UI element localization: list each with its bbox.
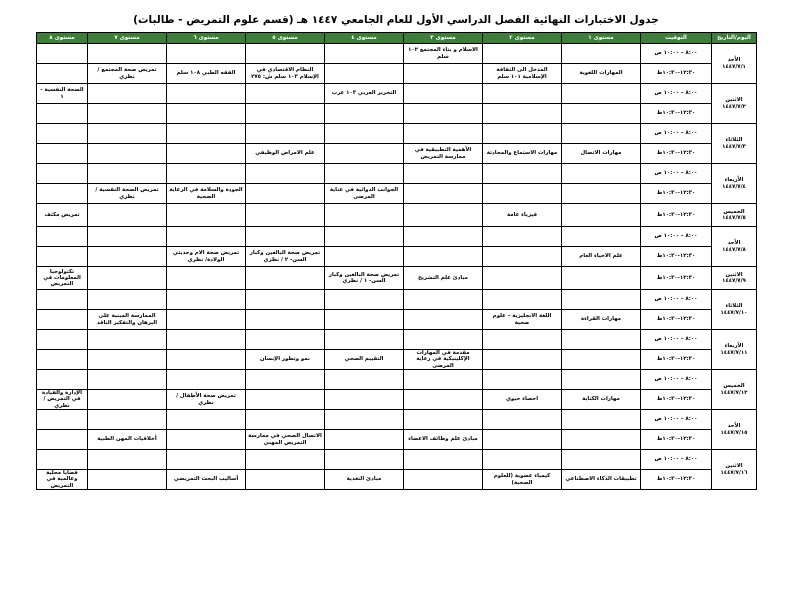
exam-cell-level-6 — [167, 267, 246, 290]
day-date-cell — [712, 410, 757, 450]
day-date-cell — [712, 267, 757, 290]
time-slot-cell: ١٢:٣٠-١٠:٣٠ظ — [641, 247, 712, 267]
exam-cell-level-3: مقدمة في المهارات الإكلينيكية في رعاية المرضى — [404, 350, 483, 370]
exam-cell-level-7 — [88, 204, 167, 227]
exam-cell-level-4: الجوانب الدوائية في عناية المرضى — [325, 184, 404, 204]
exam-cell-level-5 — [246, 44, 325, 64]
day-name: الثلاثاء — [725, 137, 743, 144]
table-row — [37, 310, 757, 330]
exam-cell-level-1: مهارات القراءة — [562, 310, 641, 330]
exam-cell-level-6 — [167, 430, 246, 450]
day-date: ١٤٤٧/٧/١٦ — [720, 469, 748, 476]
exam-cell-level-1: تطبيقات الذكاء الاصطناعي — [562, 470, 641, 490]
table-row — [37, 104, 757, 124]
table-row — [37, 124, 757, 144]
day-date-cell — [712, 370, 757, 410]
table-row — [37, 247, 757, 267]
exam-cell-level-5: النظام الاقتصادي في الإسلام ١٠٣ سلم ش: ٢٧٥ — [246, 64, 325, 84]
day-date: ١٤٤٧/٧/٥ — [722, 215, 746, 221]
day-name: الخميس — [723, 208, 745, 215]
exam-cell-level-6 — [167, 84, 246, 104]
exam-cell-level-2 — [483, 124, 562, 144]
exam-cell-level-7 — [88, 124, 167, 144]
exam-cell-level-8 — [37, 124, 88, 144]
table-row — [37, 430, 757, 450]
exam-cell-level-8 — [37, 350, 88, 370]
column-header: مستوى ٥ — [246, 33, 325, 44]
header-row — [37, 33, 757, 44]
exam-cell-level-6 — [167, 124, 246, 144]
exam-cell-level-3 — [404, 184, 483, 204]
day-date-cell — [712, 290, 757, 330]
exam-cell-level-2 — [483, 164, 562, 184]
exam-cell-level-7 — [88, 470, 167, 490]
time-slot-cell: ٨:٠٠ – ١٠:٠٠ ص — [641, 450, 712, 470]
time-slot-cell: ٨:٠٠ – ١٠:٠٠ ص — [641, 124, 712, 144]
exam-cell-level-3 — [404, 204, 483, 227]
exam-cell-level-5 — [246, 267, 325, 290]
exam-cell-level-4: تمريض صحة البالغين وكبار السن- ١ / نظري — [325, 267, 404, 290]
exam-cell-level-8 — [37, 310, 88, 330]
exam-cell-level-2 — [483, 84, 562, 104]
time-slot-cell: ١٢:٣٠-١٠:٣٠ظ — [641, 144, 712, 164]
exam-cell-level-4 — [325, 164, 404, 184]
exam-cell-level-2 — [483, 370, 562, 390]
exam-cell-level-2 — [483, 227, 562, 247]
column-header: مستوى ٤ — [325, 33, 404, 44]
exam-cell-level-3 — [404, 84, 483, 104]
exam-cell-level-5 — [246, 410, 325, 430]
day-date: ١٤٤٧/٧/٢ — [722, 103, 746, 110]
page-title: جدول الاختبارات النهائية الفصل الدراسي الأول للعام الجامعي ١٤٤٧ هـ (قسم علوم التمريض - طالبات) — [133, 14, 659, 26]
exam-cell-level-1 — [562, 204, 641, 227]
exam-cell-level-2 — [483, 430, 562, 450]
exam-cell-level-3 — [404, 247, 483, 267]
exam-cell-level-7 — [88, 144, 167, 164]
day-name: الاثنين — [725, 463, 743, 470]
exam-cell-level-6 — [167, 310, 246, 330]
exam-cell-level-8 — [37, 144, 88, 164]
time-slot-cell: ٨:٠٠ – ١٠:٠٠ ص — [641, 227, 712, 247]
exam-cell-level-5 — [246, 124, 325, 144]
exam-cell-level-7 — [88, 450, 167, 470]
day-date-cell — [712, 164, 757, 204]
day-name: الثلاثاء — [725, 303, 743, 310]
exam-cell-level-6 — [167, 204, 246, 227]
time-slot-cell: ١٢:٣٠-١٠:٣٠ظ — [641, 267, 712, 290]
exam-cell-level-1 — [562, 350, 641, 370]
table-row — [37, 84, 757, 104]
exam-cell-level-7 — [88, 104, 167, 124]
table-row — [37, 184, 757, 204]
exam-cell-level-6: الفقه الطبي ١٠٨ سلم — [167, 64, 246, 84]
exam-cell-level-7 — [88, 267, 167, 290]
day-name: الخميس — [723, 383, 745, 390]
day-date: ١٤٤٧/٧/١٥ — [720, 429, 748, 436]
exam-cell-level-7: تمريض الصحة النفسية / نظري — [88, 184, 167, 204]
exam-cell-level-3: مبادئ علم التشريح — [404, 267, 483, 290]
exam-cell-level-4: التحرير العربي ١٠٣ عرب — [325, 84, 404, 104]
exam-cell-level-2: كيمياء عضوية (للعلوم الصحية) — [483, 470, 562, 490]
day-name: الأحد — [727, 423, 741, 430]
exam-cell-level-4 — [325, 310, 404, 330]
exam-cell-level-8 — [37, 370, 88, 390]
exam-cell-level-7: الممارسة المبنية على البرهان والتفكير الناقد — [88, 310, 167, 330]
day-name: الاثنين — [725, 97, 743, 104]
exam-cell-level-6 — [167, 144, 246, 164]
exam-cell-level-3 — [404, 390, 483, 410]
exam-cell-level-2: اللغة الانجليزية – علوم صحية — [483, 310, 562, 330]
column-header: مستوى ٦ — [167, 33, 246, 44]
exam-cell-level-2: فيزياء عامة — [483, 204, 562, 227]
exam-cell-level-5: تمريض صحة البالغين وكبار السن- ٢ / نظري — [246, 247, 325, 267]
exam-cell-level-1: مهارات الكتابة — [562, 390, 641, 410]
exam-cell-level-7 — [88, 44, 167, 64]
exam-cell-level-8 — [37, 64, 88, 84]
table-row — [37, 144, 757, 164]
day-date: ١٤٤٧/٧/١ — [722, 63, 746, 70]
exam-cell-level-6: الجودة والسلامة في الرعاية الصحية — [167, 184, 246, 204]
day-date: ١٤٤٧/٧/١٢ — [720, 389, 748, 396]
time-slot-cell: ١٢:٣٠-١٠:٣٠ظ — [641, 390, 712, 410]
exam-cell-level-5 — [246, 370, 325, 390]
day-date: ١٤٤٧/٧/٨ — [722, 246, 746, 253]
time-slot-cell: ١٢:٣٠-١٠:٣٠ظ — [641, 430, 712, 450]
exam-cell-level-8: قضايا محلية وعالمية في التمريض — [37, 470, 88, 490]
exam-cell-level-5: نمو وتطور الإنسان — [246, 350, 325, 370]
exam-cell-level-8 — [37, 227, 88, 247]
exam-cell-level-6 — [167, 104, 246, 124]
table-row — [37, 390, 757, 410]
table-row — [37, 290, 757, 310]
exam-cell-level-6 — [167, 227, 246, 247]
exam-cell-level-8 — [37, 430, 88, 450]
exam-schedule-table — [36, 32, 757, 490]
exam-cell-level-3 — [404, 64, 483, 84]
exam-cell-level-8: تكنولوجيا المعلومات في التمريض — [37, 267, 88, 290]
exam-cell-level-7: تمريض صحة المجتمع / نظري — [88, 64, 167, 84]
day-date-cell — [712, 44, 757, 84]
exam-cell-level-2 — [483, 410, 562, 430]
exam-cell-level-5 — [246, 290, 325, 310]
exam-cell-level-8: تمريض مكثف — [37, 204, 88, 227]
day-date: ١٤٤٧/٧/١٠ — [720, 309, 748, 316]
exam-cell-level-2 — [483, 290, 562, 310]
time-slot-cell: ١٢:٣٠-١٠:٣٠ظ — [641, 204, 712, 227]
table-row — [37, 330, 757, 350]
exam-cell-level-4 — [325, 390, 404, 410]
exam-cell-level-5 — [246, 470, 325, 490]
exam-cell-level-5 — [246, 84, 325, 104]
exam-cell-level-6 — [167, 450, 246, 470]
exam-cell-level-8 — [37, 247, 88, 267]
time-slot-cell: ١٢:٣٠-١٠:٣٠ظ — [641, 470, 712, 490]
exam-cell-level-2: المدخل الى الثقافة الإسلامية ١٠١ سلم — [483, 64, 562, 84]
exam-cell-level-4 — [325, 144, 404, 164]
exam-cell-level-2: مهارات الاستماع والمحادثة — [483, 144, 562, 164]
table-row — [37, 470, 757, 490]
exam-cell-level-6 — [167, 164, 246, 184]
column-header: مستوى ٣ — [404, 33, 483, 44]
table-row — [37, 64, 757, 84]
exam-cell-level-4 — [325, 330, 404, 350]
exam-cell-level-5 — [246, 164, 325, 184]
exam-cell-level-5 — [246, 104, 325, 124]
exam-cell-level-5: علم الامراض الوظيفي — [246, 144, 325, 164]
time-slot-cell: ١٢:٣٠-١٠:٣٠ظ — [641, 184, 712, 204]
exam-cell-level-1 — [562, 290, 641, 310]
exam-cell-level-8: الإدارة والقيادة في التمريض / نظري — [37, 390, 88, 410]
time-slot-cell: ٨:٠٠ – ١٠:٠٠ ص — [641, 84, 712, 104]
exam-cell-level-6: تمريض صحة الأطفال / نظري — [167, 390, 246, 410]
exam-cell-level-4: التقييم الصحي — [325, 350, 404, 370]
exam-cell-level-8 — [37, 104, 88, 124]
exam-cell-level-1 — [562, 267, 641, 290]
time-slot-cell: ٨:٠٠ – ١٠:٠٠ ص — [641, 330, 712, 350]
column-header: اليوم/التاريخ — [712, 33, 757, 44]
exam-cell-level-7 — [88, 164, 167, 184]
exam-cell-level-7 — [88, 330, 167, 350]
exam-cell-level-3 — [404, 124, 483, 144]
exam-cell-level-5 — [246, 330, 325, 350]
time-slot-cell: ١٢:٣٠-١٠:٣٠ظ — [641, 104, 712, 124]
exam-cell-level-4 — [325, 227, 404, 247]
time-slot-cell: ١٢:٣٠-١٠:٣٠ظ — [641, 310, 712, 330]
exam-cell-level-8 — [37, 184, 88, 204]
time-slot-cell: ٨:٠٠ – ١٠:٠٠ ص — [641, 164, 712, 184]
exam-cell-level-3 — [404, 104, 483, 124]
time-slot-cell: ١٢:٣٠-١٠:٣٠ظ — [641, 350, 712, 370]
day-date-cell — [712, 84, 757, 124]
column-header: مستوى ١ — [562, 33, 641, 44]
exam-cell-level-7 — [88, 370, 167, 390]
day-name: الاثنين — [725, 271, 743, 278]
exam-cell-level-1: مهارات الاتصال — [562, 144, 641, 164]
exam-cell-level-4 — [325, 430, 404, 450]
exam-cell-level-8 — [37, 44, 88, 64]
time-slot-cell: ٨:٠٠ – ١٠:٠٠ ص — [641, 410, 712, 430]
exam-cell-level-1 — [562, 370, 641, 390]
exam-cell-level-3 — [404, 310, 483, 330]
day-name: الأحد — [727, 57, 741, 64]
column-header: مستوى ٧ — [88, 33, 167, 44]
time-slot-cell: ١٢:٣٠-١٠:٣٠ظ — [641, 64, 712, 84]
day-name: الأحد — [727, 240, 741, 247]
exam-cell-level-1: المهارات اللغوية — [562, 64, 641, 84]
day-date-cell — [712, 330, 757, 370]
exam-cell-level-4: مبادئ التغذية — [325, 470, 404, 490]
day-date: ١٤٤٧/٧/٣ — [722, 143, 746, 150]
exam-cell-level-5 — [246, 184, 325, 204]
exam-cell-level-1 — [562, 44, 641, 64]
table-row — [37, 164, 757, 184]
day-date-cell — [712, 450, 757, 490]
exam-cell-level-2 — [483, 350, 562, 370]
exam-cell-level-7 — [88, 410, 167, 430]
exam-cell-level-2 — [483, 247, 562, 267]
exam-cell-level-2 — [483, 104, 562, 124]
day-date: ١٤٤٧/٧/٩ — [722, 278, 746, 284]
exam-cell-level-6 — [167, 410, 246, 430]
exam-cell-level-6 — [167, 44, 246, 64]
exam-cell-level-1 — [562, 104, 641, 124]
exam-cell-level-1: علم الاحياء العام — [562, 247, 641, 267]
column-header: التوقيت — [641, 33, 712, 44]
exam-cell-level-5: الاتصال الصحي في ممارسة التمريض المهني — [246, 430, 325, 450]
exam-cell-level-6 — [167, 330, 246, 350]
exam-cell-level-6: تمريض صحة الام وحديثي الولادة/ نظري — [167, 247, 246, 267]
day-date: ١٤٤٧/٧/١١ — [720, 349, 748, 356]
exam-cell-level-2 — [483, 267, 562, 290]
exam-cell-level-8 — [37, 330, 88, 350]
exam-cell-level-7 — [88, 227, 167, 247]
exam-cell-level-6 — [167, 370, 246, 390]
exam-cell-level-4 — [325, 450, 404, 470]
exam-cell-level-1 — [562, 164, 641, 184]
exam-cell-level-3 — [404, 450, 483, 470]
exam-cell-level-4 — [325, 290, 404, 310]
exam-cell-level-7: أخلاقيات المهن الطبية — [88, 430, 167, 450]
exam-cell-level-1 — [562, 330, 641, 350]
exam-cell-level-8 — [37, 164, 88, 184]
exam-cell-level-1 — [562, 410, 641, 430]
exam-cell-level-3 — [404, 290, 483, 310]
day-date: ١٤٤٧/٧/٤ — [722, 183, 746, 190]
exam-cell-level-1 — [562, 84, 641, 104]
exam-cell-level-7 — [88, 350, 167, 370]
exam-cell-level-7 — [88, 390, 167, 410]
exam-cell-level-8: الصحة النفسية - ١ — [37, 84, 88, 104]
exam-cell-level-4 — [325, 44, 404, 64]
time-slot-cell: ٨:٠٠ – ١٠:٠٠ ص — [641, 370, 712, 390]
exam-cell-level-7 — [88, 247, 167, 267]
exam-cell-level-5 — [246, 390, 325, 410]
exam-cell-level-8 — [37, 410, 88, 430]
day-name: الأربعاء — [724, 177, 744, 184]
exam-cell-level-3 — [404, 227, 483, 247]
exam-cell-level-2 — [483, 184, 562, 204]
exam-cell-level-3 — [404, 410, 483, 430]
exam-cell-level-5 — [246, 204, 325, 227]
exam-cell-level-2: احصاء حيوي — [483, 390, 562, 410]
exam-cell-level-5 — [246, 227, 325, 247]
table-row — [37, 410, 757, 430]
table-row — [37, 267, 757, 290]
exam-cell-level-3 — [404, 164, 483, 184]
exam-cell-level-1 — [562, 124, 641, 144]
exam-cell-level-4 — [325, 247, 404, 267]
exam-cell-level-7 — [88, 290, 167, 310]
exam-cell-level-6: أساليب البحث التمريضي — [167, 470, 246, 490]
day-date-cell — [712, 204, 757, 227]
exam-cell-level-4 — [325, 104, 404, 124]
exam-cell-level-5 — [246, 450, 325, 470]
exam-cell-level-4 — [325, 370, 404, 390]
exam-cell-level-8 — [37, 450, 88, 470]
exam-cell-level-6 — [167, 290, 246, 310]
day-date-cell — [712, 124, 757, 164]
exam-cell-level-4 — [325, 410, 404, 430]
exam-cell-level-2 — [483, 450, 562, 470]
exam-cell-level-1 — [562, 450, 641, 470]
exam-cell-level-8 — [37, 290, 88, 310]
day-date-cell — [712, 227, 757, 267]
table-row — [37, 450, 757, 470]
exam-cell-level-7 — [88, 84, 167, 104]
table-row — [37, 370, 757, 390]
exam-cell-level-3 — [404, 370, 483, 390]
exam-cell-level-4 — [325, 64, 404, 84]
exam-cell-level-2 — [483, 44, 562, 64]
table-row — [37, 204, 757, 227]
exam-cell-level-3: مبادئ علم وظائف الاعضاء — [404, 430, 483, 450]
exam-cell-level-4 — [325, 204, 404, 227]
exam-cell-level-1 — [562, 184, 641, 204]
table-row — [37, 350, 757, 370]
time-slot-cell: ٨:٠٠ – ١٠:٠٠ ص — [641, 290, 712, 310]
day-name: الأربعاء — [724, 343, 744, 350]
exam-cell-level-1 — [562, 430, 641, 450]
exam-cell-level-3: الأهمية التطبيقية في ممارسة التمريض — [404, 144, 483, 164]
column-header: مستوى ٨ — [37, 33, 88, 44]
exam-cell-level-1 — [562, 227, 641, 247]
column-header: مستوى ٢ — [483, 33, 562, 44]
exam-cell-level-6 — [167, 350, 246, 370]
time-slot-cell: ٨:٠٠ – ١٠:٠٠ ص — [641, 44, 712, 64]
exam-cell-level-2 — [483, 330, 562, 350]
exam-cell-level-5 — [246, 310, 325, 330]
exam-cell-level-4 — [325, 124, 404, 144]
table-row — [37, 227, 757, 247]
exam-cell-level-3: الاسلام و بناء المجتمع ١٠٢ سلم — [404, 44, 483, 64]
table-row — [37, 44, 757, 64]
exam-cell-level-3 — [404, 330, 483, 350]
exam-cell-level-3 — [404, 470, 483, 490]
